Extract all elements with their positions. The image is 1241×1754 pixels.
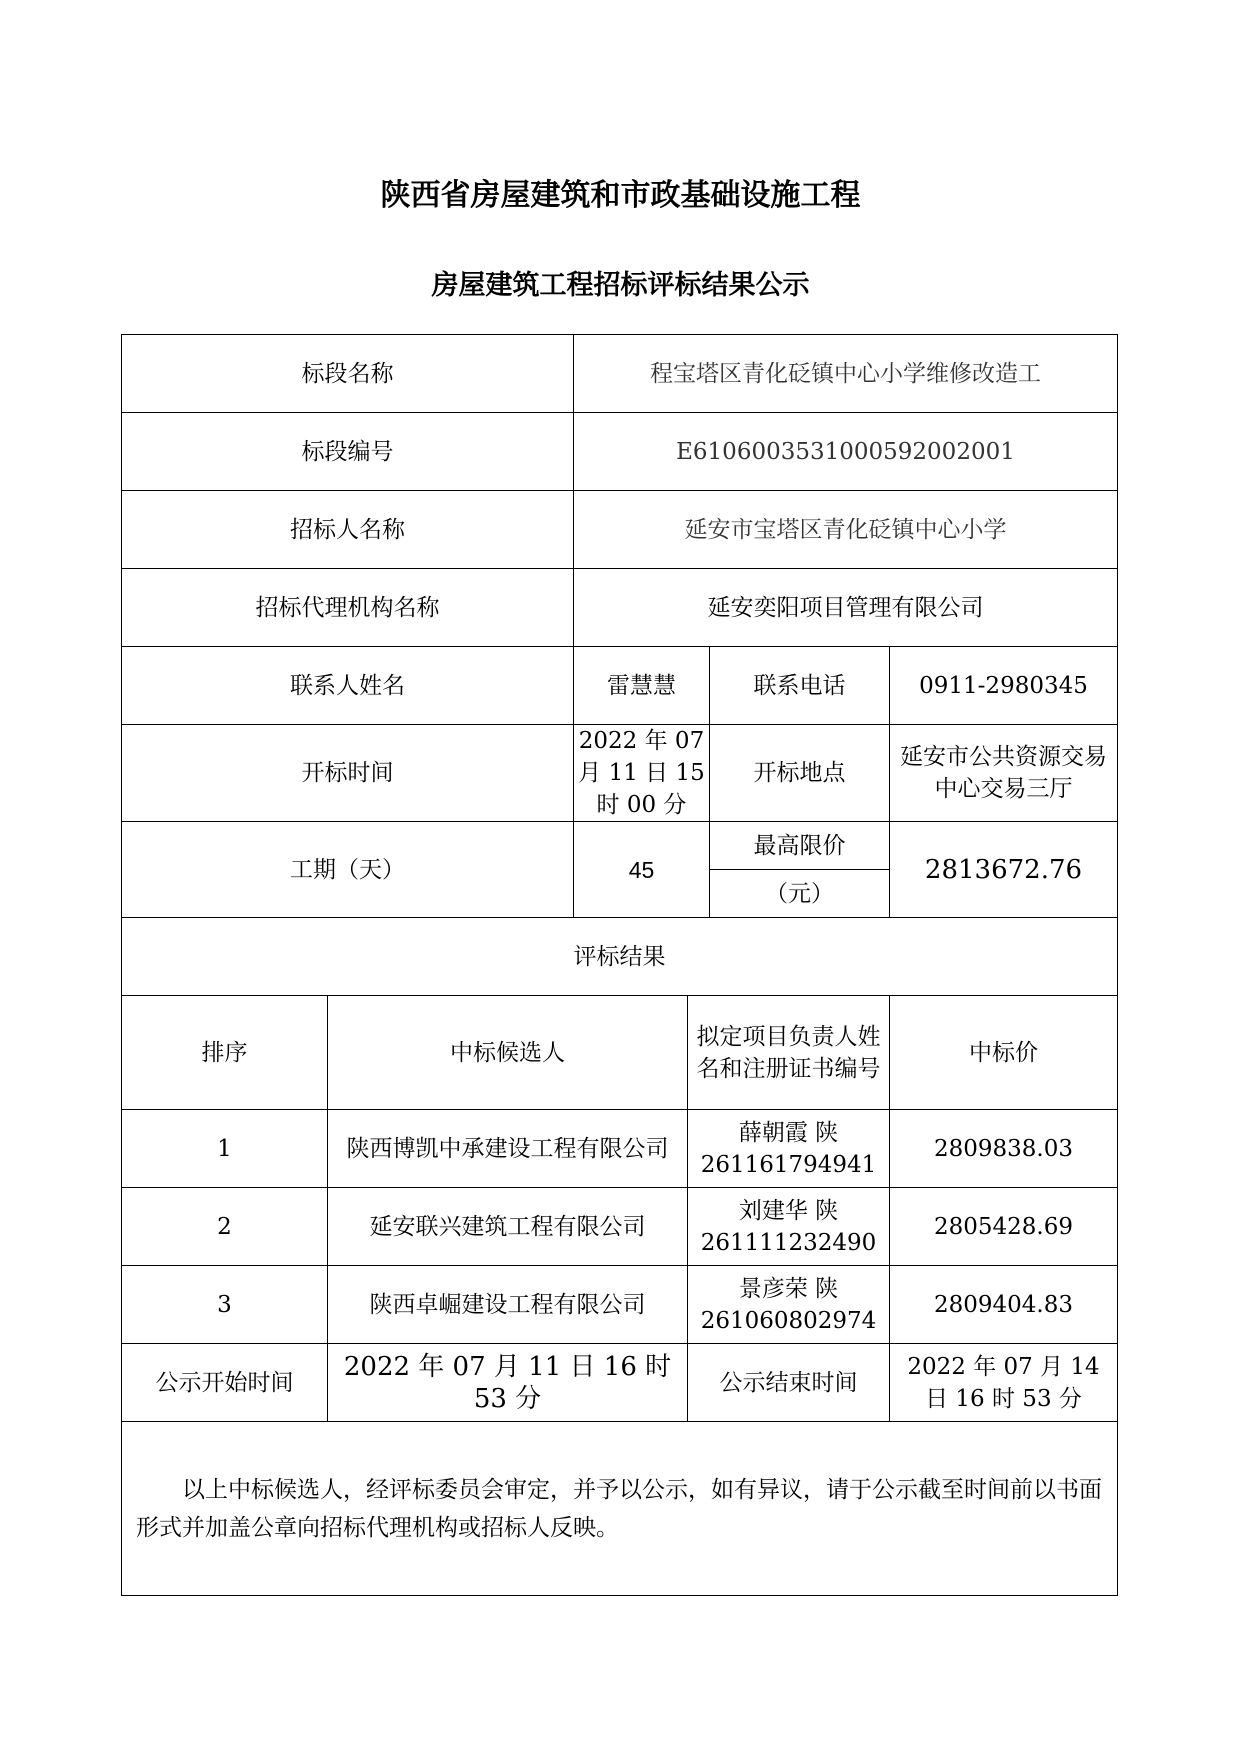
agency-label: 招标代理机构名称 xyxy=(122,569,574,647)
contact-label: 联系人姓名 xyxy=(122,647,574,725)
publicity-start-label: 公示开始时间 xyxy=(122,1344,328,1422)
price-cell: 2809404.83 xyxy=(890,1266,1118,1344)
publicity-end-label: 公示结束时间 xyxy=(688,1344,890,1422)
row-section-no xyxy=(122,413,1118,491)
manager-cell: 刘建华 陕 261111232490 xyxy=(688,1188,890,1266)
open-place-value: 延安市公共资源交易中心交易三厅 xyxy=(890,725,1118,822)
header-candidate: 中标候选人 xyxy=(328,996,688,1110)
manager-cell: 薛朝霞 陕 261161794941 xyxy=(688,1110,890,1188)
notice-text: 以上中标候选人，经评标委员会审定，并予以公示，如有异议，请于公示截至时间前以书面形式并加盖公章向招标代理机构或招标人反映。 xyxy=(136,1476,1102,1541)
open-time-label: 开标时间 xyxy=(122,725,574,822)
duration-value: 45 xyxy=(574,822,710,918)
open-time-value: 2022 年 07 月 11 日 15 时 00 分 xyxy=(574,725,710,822)
price-cell: 2805428.69 xyxy=(890,1188,1118,1266)
row-contact xyxy=(122,647,1118,725)
section-no-label: 标段编号 xyxy=(122,413,574,491)
tenderer-label: 招标人名称 xyxy=(122,491,574,569)
publicity-end-value: 2022 年 07 月 14 日 16 时 53 分 xyxy=(890,1344,1118,1422)
results-header-row xyxy=(122,996,1118,1110)
phone-label: 联系电话 xyxy=(710,647,890,725)
table-row xyxy=(122,1110,1118,1188)
header-rank: 排序 xyxy=(122,996,328,1110)
rank-cell: 3 xyxy=(122,1266,328,1344)
results-section-title: 评标结果 xyxy=(122,918,1118,996)
row-section-name xyxy=(122,335,1118,413)
max-price-label: 最高限价 xyxy=(710,822,890,870)
candidate-cell: 陕西卓崛建设工程有限公司 xyxy=(328,1266,688,1344)
section-no-value: E6106003531000592002001 xyxy=(574,413,1118,491)
section-name-label: 标段名称 xyxy=(122,335,574,413)
section-name-value: 程宝塔区青化砭镇中心小学维修改造工 xyxy=(574,335,1118,413)
table-row xyxy=(122,1188,1118,1266)
open-place-label: 开标地点 xyxy=(710,725,890,822)
row-results-title xyxy=(122,918,1118,996)
max-price-value: 2813672.76 xyxy=(890,822,1118,918)
row-publicity xyxy=(122,1344,1118,1422)
candidate-cell: 陕西博凯中承建设工程有限公司 xyxy=(328,1110,688,1188)
candidate-cell: 延安联兴建筑工程有限公司 xyxy=(328,1188,688,1266)
price-cell: 2809838.03 xyxy=(890,1110,1118,1188)
row-open-time xyxy=(122,725,1118,822)
header-manager: 拟定项目负责人姓名和注册证书编号 xyxy=(688,996,890,1110)
document-title: 陕西省房屋建筑和市政基础设施工程 xyxy=(380,178,861,213)
rank-cell: 1 xyxy=(122,1110,328,1188)
phone-value: 0911-2980345 xyxy=(890,647,1118,725)
max-price-unit: （元） xyxy=(710,870,890,918)
tenderer-value: 延安市宝塔区青化砭镇中心小学 xyxy=(574,491,1118,569)
duration-label: 工期（天） xyxy=(122,822,574,918)
row-duration xyxy=(122,822,1118,870)
row-notice xyxy=(122,1422,1118,1596)
rank-cell: 2 xyxy=(122,1188,328,1266)
header-price: 中标价 xyxy=(890,996,1118,1110)
agency-value: 延安奕阳项目管理有限公司 xyxy=(574,569,1118,647)
notice-cell xyxy=(122,1422,1118,1596)
bid-result-table xyxy=(121,334,1118,1596)
row-agency xyxy=(122,569,1118,647)
publicity-start-value: 2022 年 07 月 11 日 16 时 53 分 xyxy=(328,1344,688,1422)
contact-value: 雷慧慧 xyxy=(574,647,710,725)
document-subtitle: 房屋建筑工程招标评标结果公示 xyxy=(431,270,810,301)
table-row xyxy=(122,1266,1118,1344)
manager-cell: 景彦荣 陕 261060802974 xyxy=(688,1266,890,1344)
row-tenderer xyxy=(122,491,1118,569)
